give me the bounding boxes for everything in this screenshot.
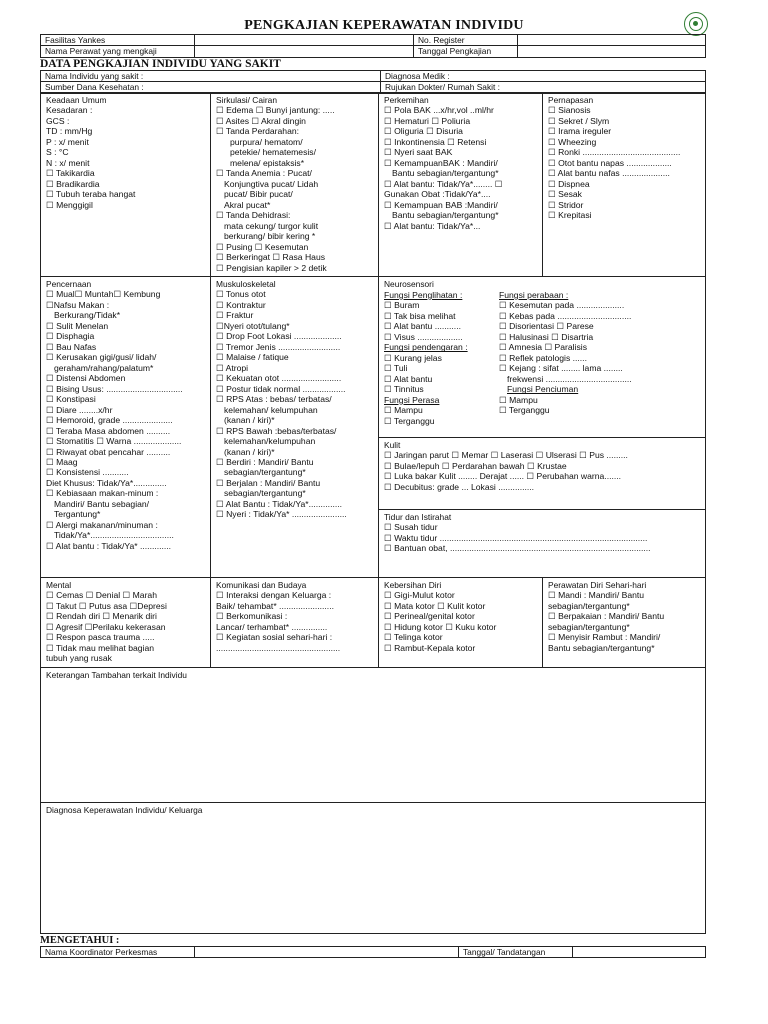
kulit-item[interactable]: ☐ Jaringan parut ☐ Memar ☐ Laserasi ☐ Ulserasi ☐ Pus ......... [384, 450, 628, 461]
keadaan-umum-checkbox[interactable]: ☐ Takikardia [46, 168, 95, 179]
pernapasan-heading: Pernapasan [548, 95, 594, 105]
register-label: No. Register [414, 35, 518, 46]
muskuloskeletal-item[interactable]: ☐ Kekuatan otot ......................... [216, 373, 342, 384]
mental-item[interactable]: ☐ Rendah diri ☐ Menarik diri [46, 611, 157, 622]
komunikasi-heading: Komunikasi dan Budaya [216, 580, 307, 590]
tanggal-ttd-input[interactable] [573, 947, 706, 958]
kulit-item[interactable]: ☐ Luka bakar Kulit ........ Derajat ...... ☐ Perubahan warna....... [384, 471, 622, 482]
kulit-heading: Kulit [384, 440, 401, 450]
pencernaan-item[interactable]: ☐ Konstipasi [46, 394, 96, 405]
pernapasan-checkbox[interactable]: ☐ Irama ireguler [548, 126, 612, 137]
kulit-item[interactable]: ☐ Decubitus: grade ... Lokasi ............... [384, 481, 535, 492]
footer-row [41, 947, 706, 958]
perkemihan-item[interactable]: ☐ Oliguria ☐ Disuria [384, 126, 463, 137]
pencernaan-item: Mandiri/ Bantu sebagian/ [54, 498, 150, 509]
komunikasi-item: Lancar/ terhambat* ............... [216, 621, 328, 632]
kebersihan-item[interactable]: ☐ Telinga kotor [384, 632, 443, 643]
header-row [41, 35, 706, 46]
mental-section [40, 577, 211, 668]
pernapasan-section [542, 92, 706, 277]
mental-heading: Mental [46, 580, 72, 590]
komunikasi-item[interactable]: ☐ Berkomunikasi : [216, 611, 288, 622]
sirkulasi-heading: Sirkulasi/ Cairan [216, 95, 277, 105]
perkemihan-item[interactable]: ☐ KemampuanBAK : Mandiri/ [384, 157, 498, 168]
pencernaan-item[interactable]: ☐ Bau Nafas [46, 341, 97, 352]
footer-table [40, 946, 706, 958]
muskuloskeletal-item[interactable]: ☐Nyeri otot/tulang* [216, 320, 290, 331]
neuro-checkbox[interactable]: ☐ Tinnitus [384, 384, 424, 395]
mental-item: tubuh yang rusak [46, 653, 112, 664]
perkemihan-item[interactable]: ☐ Hematuri ☐ Poliuria [384, 115, 471, 126]
sirkulasi-item[interactable]: ☐ Pusing ☐ Kesemutan [216, 241, 309, 252]
perkemihan-section [378, 92, 543, 277]
tidur-item[interactable]: ☐ Waktu tidur ....................................................................................... [384, 532, 648, 543]
neuro-subheading: Fungsi Penciuman [507, 384, 579, 395]
muskuloskeletal-item[interactable]: ☐ Malaise / fatique [216, 352, 289, 363]
sirkulasi-item[interactable]: ☐ Tanda Dehidrasi: [216, 210, 291, 221]
pencernaan-item[interactable]: ☐ Stomatitis ☐ Warna .................... [46, 436, 182, 447]
muskuloskeletal-item[interactable]: ☐ Drop Foot Lokasi .................... [216, 331, 342, 342]
kebersihan-heading: Kebersihan Diri [384, 580, 442, 590]
keadaan-umum-checkbox[interactable]: ☐ Menggigil [46, 199, 93, 210]
pencernaan-item[interactable]: ☐ Bising Usus: ................................ [46, 383, 183, 394]
pencernaan-item[interactable]: ☐ Alat bantu : Tidak/Ya* ............. [46, 540, 172, 551]
keterangan-tambahan-field[interactable] [40, 667, 706, 803]
kebersihan-item[interactable]: ☐ Hidung kotor ☐ Kuku kotor [384, 621, 497, 632]
perkemihan-item[interactable]: ☐ Kemampuan BAB :Mandiri/ [384, 199, 498, 210]
sirkulasi-item: berkurang/ bibir kering * [224, 231, 316, 242]
mental-item[interactable]: ☐ Cemas ☐ Denial ☐ Marah [46, 590, 157, 601]
pencernaan-item[interactable]: ☐ Disphagia [46, 331, 95, 342]
kebersihan-item[interactable]: ☐ Perineal/genital kotor [384, 611, 475, 622]
neurosensori-heading: Neurosensori [384, 279, 434, 289]
mental-item[interactable]: ☐ Respon pasca trauma ..... [46, 632, 155, 643]
neuro-subheading: Fungsi Perasa [384, 394, 440, 405]
kebersihan-item[interactable]: ☐ Rambut-Kepala kotor [384, 642, 476, 653]
muskuloskeletal-section [210, 276, 379, 578]
kulit-section [378, 437, 706, 510]
perawatan-item[interactable]: ☐ Menyisir Rambut : Mandiri/ [548, 632, 661, 643]
pernapasan-checkbox[interactable]: ☐ Sekret / Slym [548, 115, 610, 126]
neuro-checkbox[interactable]: ☐ Disorientasi ☐ Parese [499, 321, 594, 332]
muskuloskeletal-item[interactable]: ☐ Berjalan : Mandiri/ Bantu [216, 477, 321, 488]
perawatan-section [542, 577, 706, 668]
perkemihan-item: Bantu sebagian/tergantung* [392, 210, 499, 221]
diagnosa-medik-field[interactable]: Diagnosa Medik : [381, 71, 706, 82]
sirkulasi-item: petekie/ hematemesis/ [230, 147, 316, 158]
diagnosa-heading: Diagnosa Keperawatan Individu/ Keluarga [46, 805, 203, 815]
perawat-input[interactable] [195, 46, 414, 57]
muskuloskeletal-item[interactable]: ☐ Tonus otot [216, 289, 266, 300]
muskuloskeletal-item[interactable]: ☐ Berdiri : Mandiri/ Bantu [216, 457, 314, 467]
perkemihan-item[interactable]: ☐ Alat bantu: Tidak/Ya*........ ☐ [384, 178, 503, 189]
muskuloskeletal-item[interactable]: ☐ Nyeri : Tidak/Ya* ....................... [216, 509, 347, 520]
neuro-checkbox[interactable]: ☐ Halusinasi ☐ Disartria [499, 331, 594, 342]
muskuloskeletal-item: kelemahan/ kelumpuhan [224, 404, 318, 415]
pencernaan-item[interactable]: ☐ Hemoroid, grade ..................... [46, 415, 173, 426]
pencernaan-item[interactable]: ☐ Sulit Menelan [46, 320, 109, 331]
perawatan-heading: Perawatan Diri Sehari-hari [548, 580, 647, 590]
pernapasan-checkbox[interactable]: ☐ Alat bantu nafas .................... [548, 168, 670, 179]
pernapasan-checkbox[interactable]: ☐ Krepitasi [548, 210, 592, 221]
sirkulasi-item: Konjungtiva pucat/ Lidah [224, 178, 319, 189]
pencernaan-item[interactable]: ☐ Maag [46, 457, 78, 467]
perawat-label: Nama Perawat yang mengkaji [41, 46, 195, 57]
identity-row [41, 71, 706, 82]
pernapasan-checkbox[interactable]: ☐ Wheezing [548, 136, 597, 147]
muskuloskeletal-item: (kanan / kiri)* [224, 415, 275, 426]
tanggal-ttd-label: Tanggal/ Tandatangan [459, 947, 573, 958]
kebersihan-item[interactable]: ☐ Mata kotor ☐ Kulit kotor [384, 600, 486, 611]
pencernaan-item: Diet Khusus: Tidak/Ya*.............. [46, 477, 167, 488]
pencernaan-item[interactable]: ☐ Konsistensi ........... [46, 467, 129, 478]
neuro-checkbox[interactable]: ☐ Tuli [384, 363, 408, 374]
neuro-checkbox[interactable]: ☐ Kejang : sifat ........ lama ........ [499, 363, 623, 374]
sirkulasi-section [210, 92, 379, 277]
identity-table [40, 70, 706, 94]
neuro-checkbox[interactable]: ☐ Tak bisa melihat [384, 310, 456, 321]
pencernaan-item: Tidak/Ya*................................... [54, 530, 174, 541]
keadaan-umum-section [40, 92, 211, 277]
sirkulasi-item: melena/ epistaksis* [230, 157, 305, 168]
neuro-checkbox[interactable]: ☐ Kebas pada ............................... [499, 310, 632, 321]
neuro-checkbox[interactable]: ☐ Reflek patologis ...... [499, 352, 587, 363]
pencernaan-item: Tergantung* [54, 509, 101, 520]
perawatan-item[interactable]: ☐ Berpakaian : Mandiri/ Bantu [548, 611, 665, 622]
neuro-checkbox[interactable]: ☐ Alat bantu ........... [384, 321, 461, 332]
pencernaan-item[interactable]: ☐ Mual☐ Muntah☐ Kembung [46, 289, 161, 300]
muskuloskeletal-item[interactable]: ☐ Tremor Jenis .......................... [216, 341, 341, 352]
komunikasi-item[interactable]: ☐ Kegiatan sosial sehari-hari : [216, 632, 333, 643]
mental-item[interactable]: ☐ Takut ☐ Putus asa ☐Depresi [46, 600, 167, 611]
perkemihan-item: Gunakan Obat :Tidak/Ya*.... [384, 189, 491, 200]
pencernaan-item[interactable]: ☐ Teraba Masa abdomen .......... [46, 425, 171, 436]
pernapasan-checkbox[interactable]: ☐ Sianosis [548, 105, 591, 116]
sirkulasi-item: mata cekung/ turgor kulit [224, 220, 319, 231]
sirkulasi-item[interactable]: ☐ Pengisian kapiler > 2 detik [216, 262, 327, 273]
muskuloskeletal-item[interactable]: ☐ Fraktur [216, 310, 254, 321]
perawatan-item: sebagian/tergantung* [548, 621, 630, 632]
kebersihan-item[interactable]: ☐ Gigi-Mulut kotor [384, 590, 455, 601]
muskuloskeletal-item[interactable]: ☐ RPS Bawah :bebas/terbatas/ [216, 425, 337, 436]
muskuloskeletal-item: sebagian/tergantung* [224, 488, 306, 499]
sirkulasi-item[interactable]: ☐ Edema ☐ Bunyi jantung: ..... [216, 105, 335, 116]
keadaan-umum-checkbox[interactable]: ☐ Bradikardia [46, 178, 100, 189]
form-title: PENGKAJIAN KEPERAWATAN INDIVIDU [244, 18, 524, 33]
nama-individu-field[interactable]: Nama Individu yang sakit : [41, 71, 381, 82]
tidur-section [378, 509, 706, 578]
komunikasi-item[interactable]: ☐ Interaksi dengan Keluarga : [216, 590, 332, 601]
muskuloskeletal-heading: Muskuloskeletal [216, 279, 276, 289]
kemenkes-logo-icon [684, 12, 708, 36]
rujukan-field[interactable]: Rujukan Dokter/ Rumah Sakit : [381, 82, 706, 93]
perkemihan-heading: Perkemihan [384, 95, 429, 105]
pernapasan-checkbox[interactable]: ☐ Dispnea [548, 178, 590, 189]
vital-sign-field[interactable]: TD : mm/Hg [46, 126, 93, 137]
muskuloskeletal-item[interactable]: ☐ Kontraktur [216, 299, 266, 310]
neuro-subheading: Fungsi pendengaran : [384, 342, 468, 353]
section-title: DATA PENGKAJIAN INDIVIDU YANG SAKIT [40, 58, 281, 70]
diagnosa-keperawatan-field[interactable] [40, 802, 706, 934]
komunikasi-item: .................................................... [216, 642, 341, 653]
tanggal-label: Tanggal Pengkajian [414, 46, 518, 57]
neuro-checkbox[interactable]: ☐ Kurang jelas [384, 352, 442, 363]
sirkulasi-item[interactable]: ☐ Tanda Perdarahan: [216, 126, 300, 137]
kebersihan-section [378, 577, 543, 668]
perkemihan-item[interactable]: ☐ Nyeri saat BAK [384, 147, 453, 158]
muskuloskeletal-item[interactable]: ☐ Postur tidak normal .................. [216, 383, 346, 394]
neuro-checkbox[interactable]: ☐ Kesemutan pada .................... [499, 300, 625, 311]
sirkulasi-item[interactable]: ☐ Berkeringat ☐ Rasa Haus [216, 252, 326, 263]
perkemihan-item[interactable]: ☐ Alat bantu: Tidak/Ya*... [384, 220, 481, 231]
komunikasi-section [210, 577, 379, 668]
muskuloskeletal-item: (kanan / kiri)* [224, 446, 275, 457]
neuro-checkbox[interactable]: ☐ Terganggu [499, 405, 550, 416]
neuro-checkbox[interactable]: ☐ Mampu [384, 405, 423, 416]
mengetahui-label: MENGETAHUI : [40, 935, 120, 946]
pernapasan-checkbox[interactable]: ☐ Otot bantu napas ................... [548, 157, 672, 168]
muskuloskeletal-item[interactable]: ☐ RPS Atas : bebas/ terbatas/ [216, 394, 332, 405]
neuro-subheading: Fungsi perabaan : [499, 290, 569, 300]
header-row [41, 46, 706, 57]
sirkulasi-item: pucat/ Bibir pucat/ [224, 189, 293, 200]
tidur-item[interactable]: ☐ Susah tidur [384, 522, 438, 533]
muskuloskeletal-item[interactable]: ☐ Atropi [216, 362, 249, 373]
vital-sign-field[interactable]: N : x/ menit [46, 157, 90, 168]
pencernaan-item: geraham/rahang/palatum* [54, 362, 154, 373]
vital-sign-field[interactable]: Kesadaran : [46, 105, 93, 116]
vital-sign-field[interactable]: S : °C [46, 147, 69, 158]
pencernaan-item[interactable]: ☐ Kebiasaan makan-minum : [46, 488, 159, 499]
pencernaan-item[interactable]: ☐Nafsu Makan : [46, 299, 110, 310]
tanggal-input[interactable] [518, 46, 706, 57]
header-table [40, 34, 706, 58]
muskuloskeletal-item: sebagian/tergantung* [224, 467, 306, 478]
pencernaan-item[interactable]: ☐ Alergi makanan/minuman : [46, 519, 158, 530]
koordinator-input[interactable] [195, 947, 459, 958]
sumber-dana-field[interactable]: Sumber Dana Kesehatan : [41, 82, 381, 93]
neuro-checkbox[interactable]: ☐ Buram [384, 300, 420, 311]
sirkulasi-item[interactable]: ☐ Tanda Anemia : Pucat/ [216, 168, 312, 179]
pernapasan-checkbox[interactable]: ☐ Ronki ......................................... [548, 147, 681, 158]
perkemihan-item: Bantu sebagian/tergantung* [392, 168, 499, 179]
vital-sign-field[interactable]: P : x/ menit [46, 136, 89, 147]
neuro-checkbox[interactable]: ☐ Terganggu [384, 415, 435, 426]
kulit-item[interactable]: ☐ Bulae/lepuh ☐ Perdarahan bawah ☐ Krustae [384, 460, 567, 471]
pernapasan-checkbox[interactable]: ☐ Stridor [548, 199, 584, 210]
keadaan-umum-heading: Keadaan Umum [46, 95, 107, 105]
pencernaan-item[interactable]: ☐ Distensi Abdomen [46, 373, 126, 384]
pencernaan-item: Berkurang/Tidak* [54, 310, 121, 321]
perkemihan-item[interactable]: ☐ Inkontinensia ☐ Retensi [384, 136, 487, 147]
perawatan-item[interactable]: ☐ Mandi : Mandiri/ Bantu [548, 590, 645, 601]
register-input[interactable] [518, 35, 706, 46]
muskuloskeletal-item[interactable]: ☐ Alat Bantu : Tidak/Ya*.............. [216, 498, 343, 509]
mental-item[interactable]: ☐ Agresif ☐Perilaku kekerasan [46, 621, 166, 632]
fasilitas-input[interactable] [195, 35, 414, 46]
perkemihan-item[interactable]: ☐ Pola BAK ...x/hr,vol ..ml/hr [384, 105, 494, 116]
pencernaan-item[interactable]: ☐ Diare ........x/hr [46, 404, 113, 415]
sirkulasi-item: purpura/ hematom/ [230, 136, 303, 147]
vital-sign-field[interactable]: GCS : [46, 115, 70, 126]
neuro-checkbox[interactable]: ☐ Amnesia ☐ Paralisis [499, 342, 588, 353]
sirkulasi-item[interactable]: ☐ Asites ☐ Akral dingin [216, 115, 306, 126]
perawatan-item: sebagian/tergantung* [548, 600, 630, 611]
perawatan-item: Bantu sebagian/tergantung* [548, 642, 655, 653]
muskuloskeletal-item: kelemahan/kelumpuhan [224, 436, 316, 447]
tidur-heading: Tidur dan Istirahat [384, 512, 452, 522]
neuro-checkbox[interactable]: ☐ Mampu [499, 394, 538, 405]
komunikasi-item: Baik/ tehambat* ....................... [216, 600, 334, 611]
fasilitas-label: Fasilitas Yankes [41, 35, 195, 46]
mental-item[interactable]: ☐ Tidak mau melihat bagian [46, 642, 155, 653]
pernapasan-checkbox[interactable]: ☐ Sesak [548, 189, 582, 200]
pencernaan-heading: Pencernaan [46, 279, 92, 289]
keadaan-umum-checkbox[interactable]: ☐ Tubuh teraba hangat [46, 189, 136, 200]
koordinator-label: Nama Koordinator Perkesmas [41, 947, 195, 958]
tidur-item[interactable]: ☐ Bantuan obat, .................................................................................... [384, 543, 651, 554]
pencernaan-item[interactable]: ☐ Riwayat obat pencahar .......... [46, 446, 171, 457]
neuro-checkbox[interactable]: frekwensi .................................... [507, 373, 632, 384]
sirkulasi-item: Akral pucat* [224, 199, 271, 210]
neuro-subheading: Fungsi Penglihatan : [384, 290, 463, 300]
neuro-checkbox[interactable]: ☐ Visus ................... [384, 331, 463, 342]
pencernaan-item[interactable]: ☐ Kerusakan gigi/gusi/ lidah/ [46, 352, 157, 363]
neurosensori-section [378, 276, 706, 438]
keterangan-heading: Keterangan Tambahan terkait Individu [46, 670, 187, 680]
pencernaan-section [40, 276, 211, 578]
neuro-checkbox[interactable]: ☐ Alat bantu [384, 373, 433, 384]
